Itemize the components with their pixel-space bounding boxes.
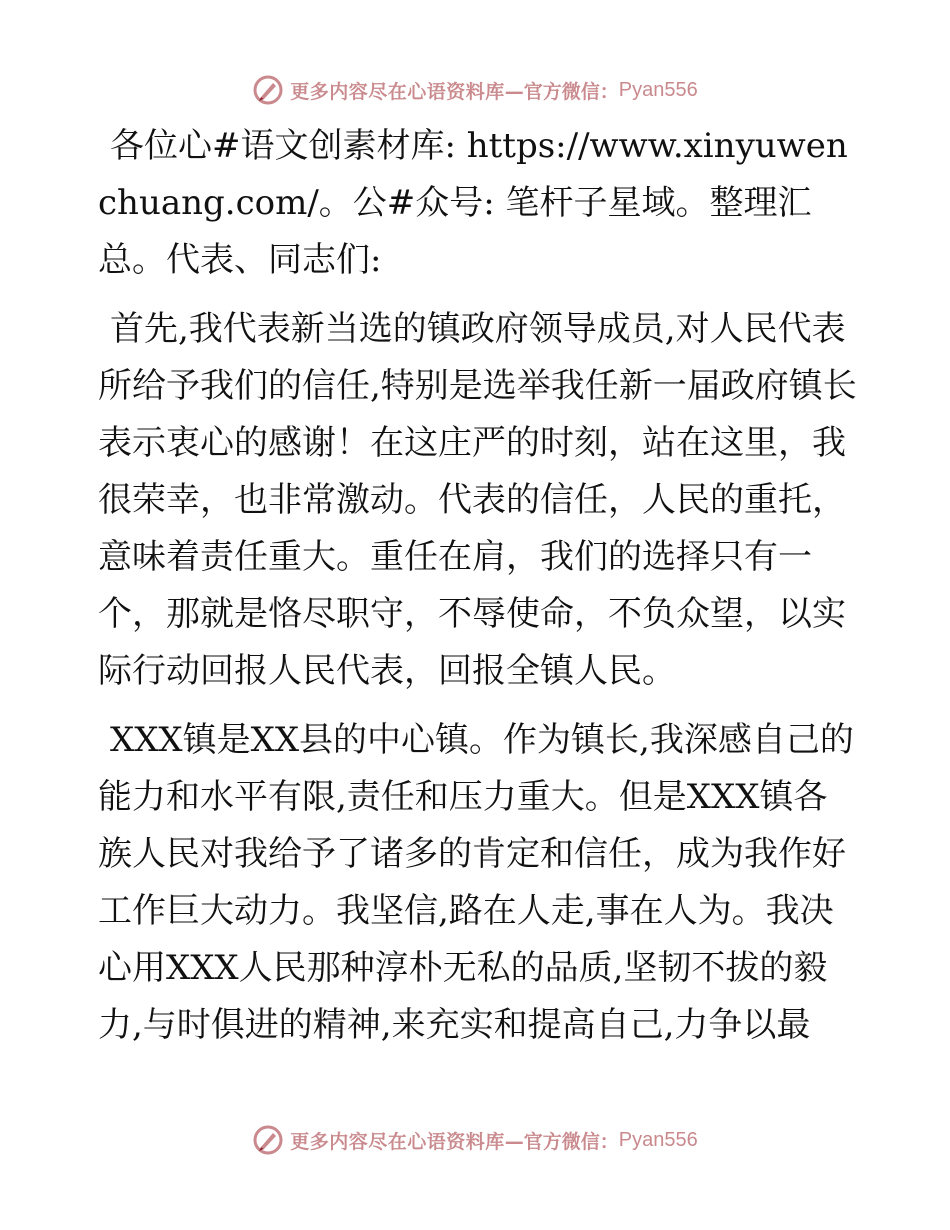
pen-logo-icon <box>252 1124 284 1156</box>
header-separator: —官方微信： <box>504 80 619 103</box>
header-watermark <box>0 70 950 110</box>
paragraph-1 <box>98 118 858 289</box>
footer-account: Pyan556 <box>618 1128 698 1151</box>
footer-separator: —官方微信： <box>504 1130 619 1153</box>
header-text: 更多内容尽在心语资料库 <box>290 80 505 103</box>
paragraph-3-text: XXX镇是XX县的中心镇。作为镇长,我深感自己的能力和水平有限,责任和压力重大。但是XXX镇各族人民对我给予了诸多的肯定和信任，成为我作好工作巨大动力。我坚信,路在人走,事在人为。我决心用XXX人民那种淳朴无私的品质,坚韧不拔的毅力,与时俱进的精神,来充实和提高自己,力争以最 <box>98 720 854 1045</box>
pen-logo-icon <box>252 74 284 106</box>
paragraph-3 <box>98 712 858 1054</box>
paragraph-2-text: 首先,我代表新当选的镇政府领导成员,对人民代表所给予我们的信任,特别是选举我任新一届政府镇长表示衷心的感谢！在这庄严的时刻，站在这里，我很荣幸，也非常激动。代表的信任，人民的重托，意味着责任重大。重任在肩，我们的选择只有一个，那就是恪尽职守，不辱使命，不负众望，以实际行动回报人民代表，回报全镇人民。 <box>98 309 857 691</box>
document-body <box>98 118 858 1066</box>
paragraph-2 <box>98 301 858 700</box>
footer-text: 更多内容尽在心语资料库 <box>290 1130 505 1153</box>
paragraph-1-text: 各位心#语文创素材库: https://www.xinyuwenchuang.com/。公#众号: 笔杆子星域。整理汇总。代表、同志们: <box>98 126 848 280</box>
footer-watermark <box>0 1120 950 1160</box>
header-account: Pyan556 <box>618 78 698 101</box>
